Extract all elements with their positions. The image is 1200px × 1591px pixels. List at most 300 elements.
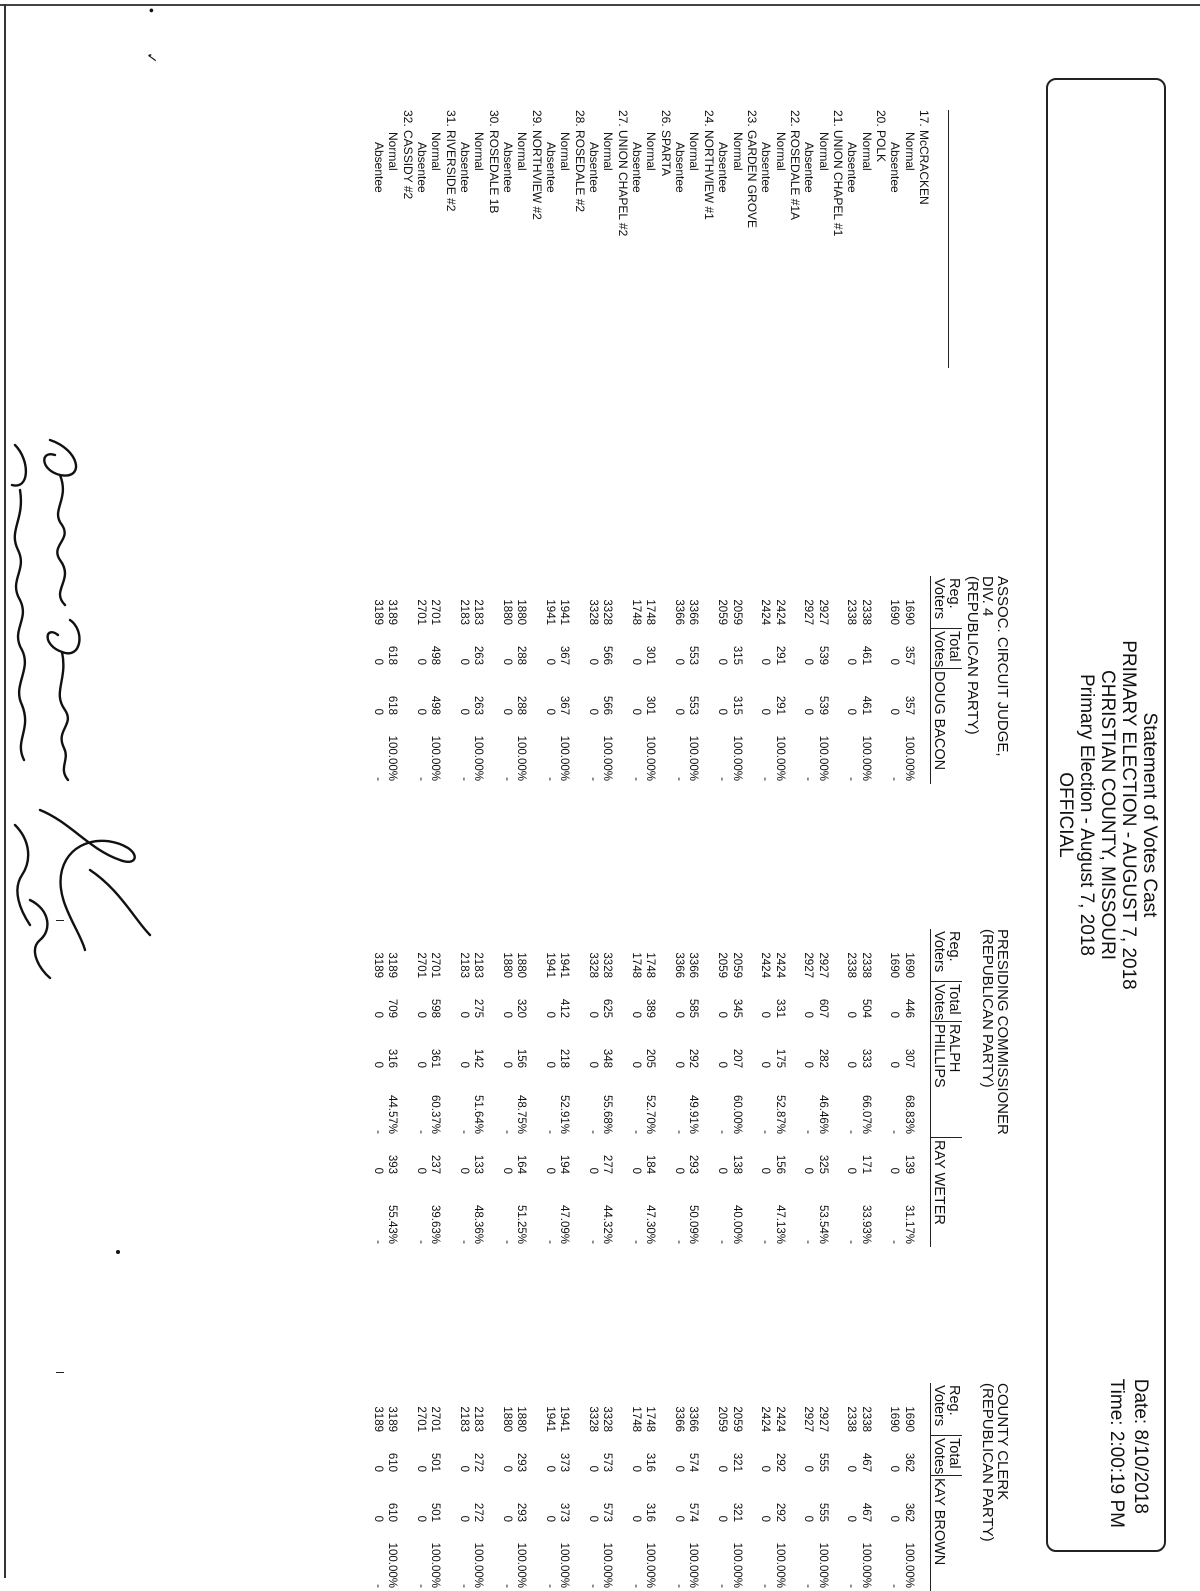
column-header-line: Total <box>946 1438 962 1469</box>
precinct-subrow-label: Absentee <box>673 142 688 193</box>
table-row <box>471 1383 485 1591</box>
column-header <box>931 1383 962 1435</box>
table-cell: 33.93% <box>859 1204 872 1244</box>
table-cell: 3328 <box>601 599 614 625</box>
race-title-line: (REPUBLICAN PARTY) <box>964 576 981 735</box>
table-cell: 393 <box>386 1154 399 1174</box>
table-row <box>815 929 829 1247</box>
table-cell: - <box>458 1584 470 1588</box>
table-cell: 574 <box>687 1502 700 1522</box>
table-cell: - <box>845 1584 858 1588</box>
column-header-line: PHILLIPS <box>931 1024 947 1088</box>
table-row <box>901 1383 915 1591</box>
table-cell: 553 <box>687 645 700 665</box>
precinct-spacer-row <box>528 1383 542 1591</box>
precinct-name: 27. UNION CHAPEL #2 <box>615 110 630 237</box>
table-cell: 1941 <box>558 952 571 978</box>
precinct-subrow-label: Normal <box>816 132 831 171</box>
table-cell: 555 <box>816 1502 829 1522</box>
table-cell: 361 <box>429 1048 442 1068</box>
table-cell: 1880 <box>515 599 528 625</box>
table-cell: 52.91% <box>558 1094 571 1134</box>
table-row <box>715 929 729 1247</box>
table-row <box>600 576 614 784</box>
precinct-subrow-label: Absentee <box>759 142 774 193</box>
table-cell: 2338 <box>845 599 858 625</box>
table-cell: 0 <box>630 1465 643 1472</box>
table-cell: 277 <box>601 1154 614 1174</box>
table-cell: 47.13% <box>773 1204 786 1244</box>
scan-tick-mark: ✓ <box>144 52 160 64</box>
race-title-line: PRESIDING COMMISSIONER <box>994 929 1011 1135</box>
table-cell: 52.70% <box>644 1094 657 1134</box>
table-cell: 2701 <box>414 952 427 978</box>
table-cell: 0 <box>802 1011 815 1018</box>
precinct-subrow-label: Normal <box>558 132 573 171</box>
table-cell: 100.00% <box>644 1542 657 1588</box>
table-cell: 0 <box>371 1515 384 1522</box>
race-title-line: (REPUBLICAN PARTY) <box>979 929 996 1088</box>
table-row <box>457 1383 471 1591</box>
report-time: Time: 2:00:19 PM <box>1106 1378 1127 1528</box>
table-cell: 3366 <box>673 599 686 625</box>
table-cell: 348 <box>601 1048 614 1068</box>
precinct-name: 31. RIVERSIDE #2 <box>443 110 458 212</box>
table-cell: 0 <box>458 1515 470 1522</box>
table-cell: 272 <box>472 1452 485 1472</box>
table-cell: 461 <box>859 695 872 715</box>
table-cell: 100.00% <box>859 1542 872 1588</box>
table-cell: 3328 <box>587 599 600 625</box>
table-cell: 0 <box>673 1061 686 1068</box>
table-cell: 0 <box>371 1465 384 1472</box>
table-cell: 100.00% <box>773 735 786 781</box>
table-cell: 60.00% <box>730 1094 743 1134</box>
table-cell: 0 <box>716 1167 729 1174</box>
precinct-spacer-row <box>830 929 844 1247</box>
table-cell: 68.83% <box>902 1094 915 1134</box>
table-cell: 2183 <box>458 599 470 625</box>
table-cell: 0 <box>845 1465 858 1472</box>
table-cell: 0 <box>458 658 470 665</box>
table-row <box>672 929 686 1247</box>
table-cell: 0 <box>759 1011 772 1018</box>
table-cell: - <box>544 1584 557 1588</box>
table-cell: - <box>544 1240 557 1244</box>
table-cell: 2927 <box>802 1406 815 1432</box>
table-cell: 293 <box>515 1502 528 1522</box>
precinct-subrow-label: Absentee <box>371 142 386 193</box>
table-cell: 49.91% <box>687 1094 700 1134</box>
table-cell: 461 <box>859 645 872 665</box>
table-row <box>729 1383 743 1591</box>
table-cell: - <box>759 1584 772 1588</box>
table-cell: 2338 <box>859 599 872 625</box>
table-cell: 316 <box>644 1502 657 1522</box>
title-line: PRIMARY ELECTION - AUGUST 7, 2018 <box>1118 640 1139 990</box>
table-cell: 60.37% <box>429 1094 442 1134</box>
table-cell: 139 <box>902 1154 915 1174</box>
race-title <box>962 929 1010 1247</box>
table-cell: 0 <box>544 1011 557 1018</box>
table-cell: 0 <box>501 708 514 715</box>
title-line: OFFICIAL <box>1055 772 1076 858</box>
table-cell: 2183 <box>472 952 485 978</box>
table-row <box>371 1383 385 1591</box>
precinct-spacer-row <box>442 576 456 784</box>
table-cell: 138 <box>730 1154 743 1174</box>
table-cell: 0 <box>802 1167 815 1174</box>
precinct-subrow-label: Normal <box>515 132 530 171</box>
table-row <box>414 576 428 784</box>
table-cell: 282 <box>816 1048 829 1068</box>
precinct-spacer-row <box>614 1383 628 1591</box>
table-cell: 315 <box>730 695 743 715</box>
table-cell: 501 <box>429 1502 442 1522</box>
table-cell: 0 <box>888 1011 901 1018</box>
table-cell: 316 <box>386 1048 399 1068</box>
table-cell: 0 <box>587 1465 600 1472</box>
precinct-spacer-row <box>571 929 585 1247</box>
precinct-subrow-label: Absentee <box>587 142 602 193</box>
precinct-subrow-label: Normal <box>386 132 401 171</box>
table-cell: 362 <box>902 1502 915 1522</box>
precinct-name: 32. CASSIDY #2 <box>400 110 415 200</box>
table-cell: 100.00% <box>558 735 571 781</box>
table-cell: - <box>414 1584 427 1588</box>
table-cell: 1690 <box>888 1406 901 1432</box>
table-row <box>643 576 657 784</box>
table-cell: 2059 <box>716 1406 729 1432</box>
scan-tick-mark: • <box>144 8 160 13</box>
table-cell: 292 <box>773 1452 786 1472</box>
table-cell: 555 <box>816 1452 829 1472</box>
table-cell: 709 <box>386 998 399 1018</box>
table-cell: 367 <box>558 695 571 715</box>
table-cell: 598 <box>429 998 442 1018</box>
table-row <box>514 576 528 784</box>
precinct-spacer-row <box>744 929 758 1247</box>
table-cell: 218 <box>558 1048 571 1068</box>
table-cell: 0 <box>802 1465 815 1472</box>
table-cell: - <box>371 777 384 781</box>
table-cell: 0 <box>544 708 557 715</box>
precinct-spacer-row <box>657 576 671 784</box>
table-cell: 3366 <box>687 599 700 625</box>
table-cell: - <box>371 1130 384 1134</box>
precinct-name: 30. ROSEDALE 1B <box>486 110 501 214</box>
table-cell: 0 <box>458 1167 470 1174</box>
table-cell: 100.00% <box>386 1542 399 1588</box>
column-header-line: Voters <box>931 578 947 620</box>
precinct-name: 29. NORTHVIEW #2 <box>529 110 544 220</box>
table-cell: 292 <box>773 1502 786 1522</box>
table-cell: 205 <box>644 1048 657 1068</box>
table-cell: 100.00% <box>687 1542 700 1588</box>
table-cell: 50.09% <box>687 1204 700 1244</box>
table-row <box>586 1383 600 1591</box>
column-header-line: Total <box>946 631 962 662</box>
table-row <box>686 576 700 784</box>
table-cell: 2927 <box>802 599 815 625</box>
table-cell: 55.43% <box>386 1204 399 1244</box>
precinct-name: 24. NORTHVIEW #1 <box>701 110 716 220</box>
column-separator <box>56 1372 64 1373</box>
table-cell: 2183 <box>458 1406 470 1432</box>
table-cell: 0 <box>544 658 557 665</box>
table-row <box>801 929 815 1247</box>
table-cell: 0 <box>716 1465 729 1472</box>
table-cell: 362 <box>902 1452 915 1472</box>
table-cell: 31.17% <box>902 1204 915 1244</box>
table-cell: 0 <box>759 708 772 715</box>
table-cell: 2424 <box>759 1406 772 1432</box>
table-cell: 0 <box>414 1515 427 1522</box>
precinct-spacer-row <box>442 1383 456 1591</box>
signature-block <box>0 430 190 990</box>
precinct-spacer-row <box>787 576 801 784</box>
table-cell: 46.46% <box>816 1094 829 1134</box>
table-cell: 0 <box>587 1061 600 1068</box>
table-cell: 325 <box>816 1154 829 1174</box>
table-cell: 2927 <box>816 1406 829 1432</box>
precinct-spacer-row <box>787 1383 801 1591</box>
table-cell: 0 <box>888 1167 901 1174</box>
table-cell: 0 <box>759 1465 772 1472</box>
column-header <box>931 628 962 668</box>
table-row <box>500 929 514 1247</box>
table-row <box>715 576 729 784</box>
table-cell: - <box>544 1130 557 1134</box>
table-cell: 0 <box>888 1061 901 1068</box>
precinct-spacer-row <box>916 576 930 784</box>
table-cell: 184 <box>644 1154 657 1174</box>
table-cell: 412 <box>558 998 571 1018</box>
table-cell: 1748 <box>630 952 643 978</box>
table-cell: - <box>759 1240 772 1244</box>
column-header-row <box>930 576 962 784</box>
table-cell: 321 <box>730 1452 743 1472</box>
table-cell: 0 <box>888 1515 901 1522</box>
precinct-spacer-row <box>873 929 887 1247</box>
table-cell: 0 <box>587 1167 600 1174</box>
table-row <box>428 1383 442 1591</box>
column-header-line: Reg. <box>946 931 962 962</box>
table-cell: 0 <box>544 1167 557 1174</box>
table-cell: 316 <box>644 1452 657 1472</box>
table-cell: 1748 <box>630 1406 643 1432</box>
table-cell: 1941 <box>558 1406 571 1432</box>
table-cell: 539 <box>816 695 829 715</box>
table-cell: 539 <box>816 645 829 665</box>
table-cell: - <box>630 1130 643 1134</box>
table-cell: 291 <box>773 695 786 715</box>
table-cell: - <box>888 777 901 781</box>
table-cell: 0 <box>458 1465 470 1472</box>
table-row <box>385 929 399 1247</box>
table-cell: - <box>630 1584 643 1588</box>
table-cell: - <box>802 1584 815 1588</box>
table-cell: - <box>587 777 600 781</box>
race-county-clerk <box>371 1383 1010 1591</box>
column-header-line: DOUG BACON <box>931 671 947 771</box>
table-cell: - <box>414 1240 427 1244</box>
table-cell: 321 <box>730 1502 743 1522</box>
precinct-subrow-label: Absentee <box>501 142 516 193</box>
table-cell: 0 <box>501 658 514 665</box>
precinct-spacer-row <box>744 576 758 784</box>
table-cell: 1748 <box>644 952 657 978</box>
table-cell: 3328 <box>601 1406 614 1432</box>
column-header-line: Reg. <box>946 578 962 609</box>
table-cell: 333 <box>859 1048 872 1068</box>
table-cell: 3189 <box>386 952 399 978</box>
table-cell: 1880 <box>515 952 528 978</box>
table-cell: 0 <box>371 708 384 715</box>
table-cell: 0 <box>716 1061 729 1068</box>
table-cell: 100.00% <box>601 1542 614 1588</box>
precinct-header-rule <box>948 110 949 368</box>
table-cell: 288 <box>515 645 528 665</box>
table-cell: - <box>673 1130 686 1134</box>
table-row <box>715 1383 729 1591</box>
table-row <box>858 1383 872 1591</box>
table-cell: 0 <box>759 1515 772 1522</box>
table-cell: 0 <box>501 1465 514 1472</box>
table-cell: 0 <box>544 1465 557 1472</box>
precinct-spacer-row <box>614 929 628 1247</box>
column-header-line: Votes <box>931 1438 947 1475</box>
table-cell: - <box>845 1130 858 1134</box>
table-cell: 100.00% <box>472 735 485 781</box>
table-cell: 156 <box>773 1154 786 1174</box>
precinct-list <box>372 110 931 236</box>
table-cell: 48.75% <box>515 1094 528 1134</box>
table-cell: 3366 <box>673 1406 686 1432</box>
table-cell: 0 <box>673 1167 686 1174</box>
table-cell: 573 <box>601 1452 614 1472</box>
table-cell: 0 <box>587 1011 600 1018</box>
table-row <box>887 929 901 1247</box>
table-cell: 2059 <box>716 599 729 625</box>
table-cell: 0 <box>414 1011 427 1018</box>
table-row <box>672 1383 686 1591</box>
table-cell: 100.00% <box>902 1542 915 1588</box>
table-cell: - <box>673 1240 686 1244</box>
race-data-rows <box>371 1383 930 1591</box>
column-header-line: Total <box>946 984 962 1015</box>
column-header <box>931 929 962 981</box>
table-cell: 2059 <box>730 952 743 978</box>
table-row <box>514 929 528 1247</box>
table-cell: 0 <box>802 658 815 665</box>
table-cell: - <box>673 777 686 781</box>
table-cell: - <box>587 1240 600 1244</box>
table-cell: 0 <box>587 658 600 665</box>
column-header-line: Votes <box>931 984 947 1021</box>
table-cell: 237 <box>429 1154 442 1174</box>
precinct-spacer-row <box>485 576 499 784</box>
table-row <box>801 1383 815 1591</box>
table-cell: 48.36% <box>472 1204 485 1244</box>
table-cell: 607 <box>816 998 829 1018</box>
table-cell: 0 <box>845 708 858 715</box>
precinct-subrow-label: Normal <box>429 132 444 171</box>
table-cell: 3189 <box>371 952 384 978</box>
table-cell: 0 <box>371 1011 384 1018</box>
column-header-line: Reg. <box>946 1385 962 1416</box>
column-header-line: RAY WETER <box>931 1140 947 1225</box>
table-cell: 501 <box>429 1452 442 1472</box>
table-cell: 3328 <box>601 952 614 978</box>
table-cell: 0 <box>716 708 729 715</box>
table-cell: 357 <box>902 645 915 665</box>
precinct-subrow-label: Normal <box>644 132 659 171</box>
table-cell: 0 <box>587 1515 600 1522</box>
table-cell: 2338 <box>859 1406 872 1432</box>
table-cell: 0 <box>414 1167 427 1174</box>
table-cell: 293 <box>515 1452 528 1472</box>
table-cell: 51.64% <box>472 1094 485 1134</box>
table-cell: 2927 <box>816 599 829 625</box>
table-cell: 100.00% <box>859 735 872 781</box>
table-row <box>758 929 772 1247</box>
precinct-subrow-label: Absentee <box>630 142 645 193</box>
race-title-line: ASSOC. CIRCUIT JUDGE, <box>994 576 1011 757</box>
table-cell: 52.87% <box>773 1094 786 1134</box>
table-cell: 0 <box>371 658 384 665</box>
table-cell: 566 <box>601 645 614 665</box>
table-cell: 1690 <box>902 952 915 978</box>
table-cell: 467 <box>859 1502 872 1522</box>
table-row <box>514 1383 528 1591</box>
table-row <box>457 929 471 1247</box>
race-title-line: (REPUBLICAN PARTY) <box>979 1383 996 1542</box>
table-cell: 0 <box>458 708 470 715</box>
table-row <box>643 929 657 1247</box>
table-row <box>901 929 915 1247</box>
table-row <box>629 1383 643 1591</box>
precinct-subrow-label: Absentee <box>716 142 731 193</box>
table-cell: 100.00% <box>386 735 399 781</box>
table-row <box>629 576 643 784</box>
race-presiding-commissioner <box>371 929 1010 1247</box>
table-cell: 100.00% <box>558 1542 571 1588</box>
table-cell: 1880 <box>501 952 514 978</box>
table-cell: - <box>888 1240 901 1244</box>
table-row <box>371 576 385 784</box>
table-row <box>428 576 442 784</box>
table-cell: 0 <box>371 1167 384 1174</box>
table-cell: - <box>759 777 772 781</box>
table-cell: - <box>458 777 470 781</box>
precinct-spacer-row <box>528 576 542 784</box>
table-cell: 0 <box>888 1465 901 1472</box>
table-cell: 263 <box>472 695 485 715</box>
table-cell: 133 <box>472 1154 485 1174</box>
scan-speck <box>116 1250 120 1254</box>
precinct-spacer-row <box>701 1383 715 1591</box>
table-cell: 331 <box>773 998 786 1018</box>
table-cell: 171 <box>859 1154 872 1174</box>
table-row <box>586 576 600 784</box>
table-cell: - <box>414 1130 427 1134</box>
table-cell: 0 <box>845 1061 858 1068</box>
table-cell: 2183 <box>472 599 485 625</box>
table-cell: 1880 <box>515 1406 528 1432</box>
precinct-spacer-row <box>485 1383 499 1591</box>
precinct-subrow-label: Normal <box>859 132 874 171</box>
